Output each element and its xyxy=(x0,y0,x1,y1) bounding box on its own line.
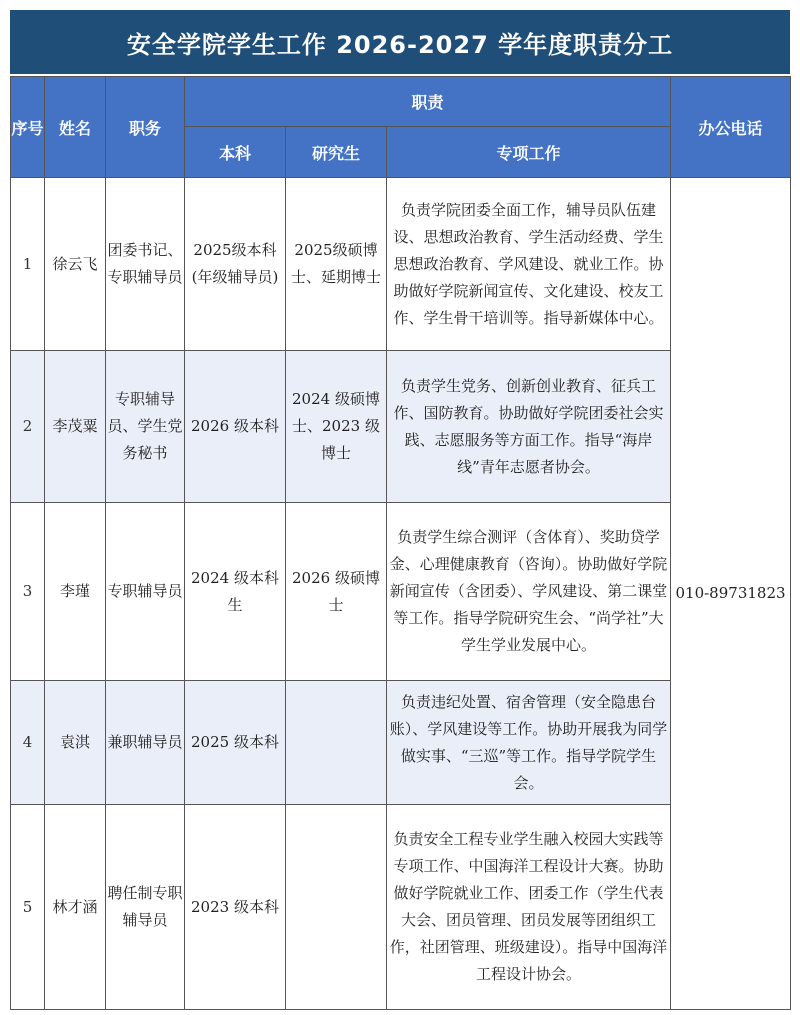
row-undergrad: 2023 级本科 xyxy=(185,805,286,1010)
header-duties: 职责 xyxy=(185,77,671,127)
header-graduate: 研究生 xyxy=(286,127,387,178)
header-id: 序号 xyxy=(11,77,45,178)
row-name: 林才涵 xyxy=(45,805,106,1010)
header-special: 专项工作 xyxy=(387,127,671,178)
row-graduate: 2025级硕博士、延期博士 xyxy=(286,178,387,351)
row-id: 2 xyxy=(11,351,45,503)
row-special: 负责违纪处置、宿舍管理（安全隐患台账）、学风建设等工作。协助开展我为同学做实事、“三巡”等工作。指导学院学生会。 xyxy=(387,681,671,805)
row-role: 聘任制专职辅导员 xyxy=(106,805,185,1010)
row-role: 兼职辅导员 xyxy=(106,681,185,805)
row-graduate: 2024 级硕博士、2023 级博士 xyxy=(286,351,387,503)
row-special: 负责学院团委全面工作，辅导员队伍建设、思想政治教育、学生活动经费、学生思想政治教育、学风建设、就业工作。协助做好学院新闻宣传、文化建设、校友工作、学生骨干培训等。指导新媒体中心。 xyxy=(387,178,671,351)
row-id: 3 xyxy=(11,503,45,681)
row-graduate: 2026 级硕博士 xyxy=(286,503,387,681)
header-role: 职务 xyxy=(106,77,185,178)
row-role: 专职辅导员、学生党务秘书 xyxy=(106,351,185,503)
header-undergrad: 本科 xyxy=(185,127,286,178)
page-title: 安全学院学生工作 2026-2027 学年度职责分工 xyxy=(10,10,790,74)
header-phone: 办公电话 xyxy=(671,77,791,178)
office-phone: 010-89731823 xyxy=(671,178,791,1010)
row-undergrad: 2025级本科(年级辅导员) xyxy=(185,178,286,351)
duty-table xyxy=(10,76,791,1010)
row-role: 团委书记、专职辅导员 xyxy=(106,178,185,351)
row-name: 李瑾 xyxy=(45,503,106,681)
row-id: 5 xyxy=(11,805,45,1010)
row-special: 负责学生综合测评（含体育）、奖助贷学金、心理健康教育（咨询）。协助做好学院新闻宣传（含团委）、学风建设、第二课堂等工作。指导学院研究生会、“尚学社”大学生学业发展中心。 xyxy=(387,503,671,681)
row-role: 专职辅导员 xyxy=(106,503,185,681)
row-undergrad: 2026 级本科 xyxy=(185,351,286,503)
row-name: 袁淇 xyxy=(45,681,106,805)
row-undergrad: 2024 级本科生 xyxy=(185,503,286,681)
header-name: 姓名 xyxy=(45,77,106,178)
row-graduate xyxy=(286,805,387,1010)
row-special: 负责安全工程专业学生融入校园大实践等专项工作、中国海洋工程设计大赛。协助做好学院就业工作、团委工作（学生代表大会、团员管理、团员发展等团组织工作，社团管理、班级建设）。指导中国海洋工程设计协会。 xyxy=(387,805,671,1010)
table-row xyxy=(11,178,791,351)
row-id: 1 xyxy=(11,178,45,351)
row-special: 负责学生党务、创新创业教育、征兵工作、国防教育。协助做好学院团委社会实践、志愿服务等方面工作。指导“海岸线”青年志愿者协会。 xyxy=(387,351,671,503)
row-id: 4 xyxy=(11,681,45,805)
row-name: 徐云飞 xyxy=(45,178,106,351)
row-undergrad: 2025 级本科 xyxy=(185,681,286,805)
row-graduate xyxy=(286,681,387,805)
row-name: 李茂粟 xyxy=(45,351,106,503)
